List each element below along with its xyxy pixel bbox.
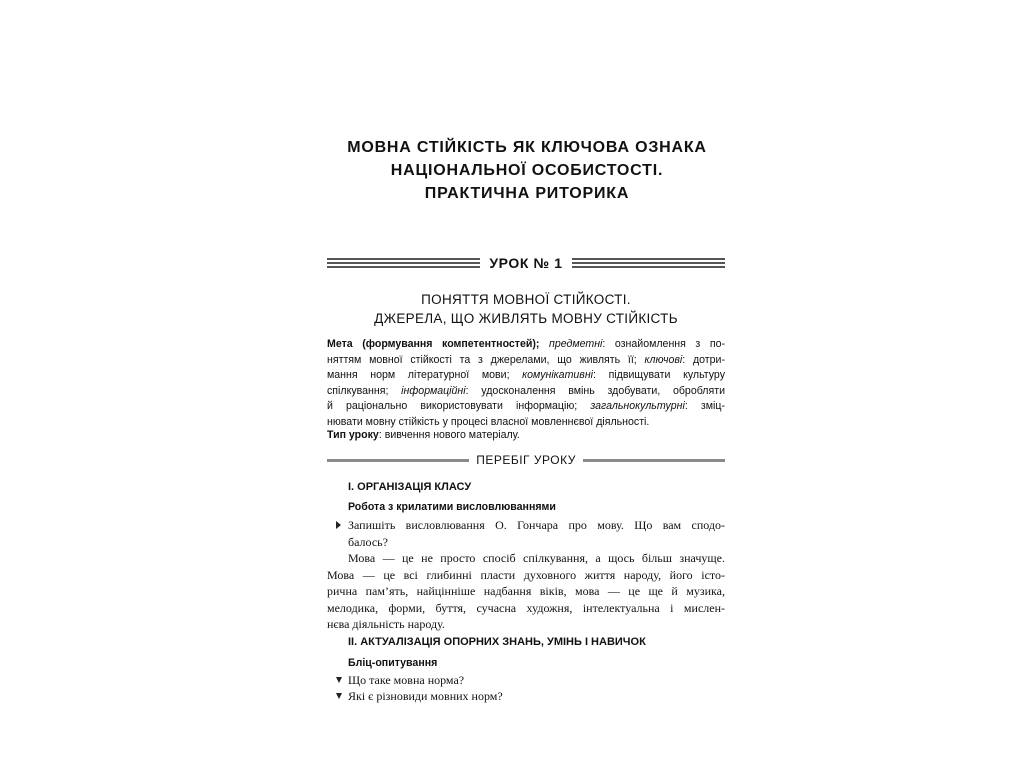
lesson-title-line: ПОНЯТТЯ МОВНОЇ СТІЙКОСТІ. xyxy=(421,292,631,307)
goal-line: й раціонально використовувати інформацію; загальнокультурні: зміц- xyxy=(327,400,725,412)
goal-line: мання норм літературної мови; комунікативні: підвищувати культуру xyxy=(327,369,725,381)
quote-line: рична пам’ять, найцінніше надбання віків, мова — це ще й музика, xyxy=(327,584,725,598)
quote-line: Мова — це не просто спосіб спілкування, а щось більш значуще. xyxy=(348,551,725,565)
triangle-down-icon xyxy=(336,693,342,699)
subheading-2: Бліц-опитування xyxy=(348,657,438,669)
goal-line: няттям мовної стійкості та з джерелами, що живлять її; ключові: дотри- xyxy=(327,353,726,366)
subheading-1: Робота з крилатими висловлюваннями xyxy=(348,501,556,513)
decorative-rule-right xyxy=(572,258,725,268)
task-line: балось? xyxy=(348,534,388,549)
triangle-down-icon xyxy=(336,677,342,683)
task-line: Запишіть висловлювання О. Гончара про мову. Що вам сподо- xyxy=(327,517,725,534)
quote-line: нєва діяльність народу. xyxy=(327,617,445,631)
decorative-rule-left xyxy=(327,258,480,268)
chapter-title xyxy=(320,136,734,205)
lesson-type-label: Тип уроку xyxy=(327,429,379,441)
question-item: Які є різновиди мовних норм? xyxy=(336,689,503,704)
lesson-type xyxy=(327,428,725,443)
lesson-type-value: : вивчення нового матеріалу. xyxy=(378,429,520,441)
divider-right xyxy=(583,459,725,462)
task-block xyxy=(327,517,725,550)
goal-line: спілкування; інформаційні: удосконалення вмінь здобувати, обробляти xyxy=(327,384,725,397)
quote-line: мелодика, форми, буття, сучасна художня, інтелектуальна і мислен- xyxy=(327,600,725,615)
quote-block xyxy=(327,550,725,633)
section-heading-1: I. ОРГАНІЗАЦІЯ КЛАСУ xyxy=(348,481,472,493)
goal-line: нювати мовну стійкість у процесі власної мовленнєвої діяльності. xyxy=(327,415,650,428)
lesson-goal xyxy=(327,337,725,430)
goal-label: Мета (формування компетентностей); xyxy=(327,338,540,350)
lesson-header xyxy=(327,254,725,272)
triangle-right-icon xyxy=(336,521,341,529)
section-heading-2: II. АКТУАЛІЗАЦІЯ ОПОРНИХ ЗНАНЬ, УМІНЬ І НАВИЧОК xyxy=(348,636,646,648)
lesson-title-line: ДЖЕРЕЛА, ЩО ЖИВЛЯТЬ МОВНУ СТІЙКІСТЬ xyxy=(374,311,678,326)
question-item: Що таке мовна норма? xyxy=(336,673,464,688)
progress-header xyxy=(327,452,725,468)
progress-label: ПЕРЕБІГ УРОКУ xyxy=(476,453,576,467)
goal-line: Мета (формування компетентностей); предметні: ознайомлення з по- xyxy=(327,338,725,350)
chapter-title-line: ПРАКТИЧНА РИТОРИКА xyxy=(424,185,630,202)
chapter-title-line: НАЦІОНАЛЬНОЇ ОСОБИСТОСТІ. xyxy=(390,162,664,179)
chapter-title-line: МОВНА СТІЙКІСТЬ ЯК КЛЮЧОВА ОЗНАКА xyxy=(347,139,707,156)
lesson-title xyxy=(327,290,725,328)
quote-line: Мова — це всі глибинні пласти духовного життя народу, його істо- xyxy=(327,567,725,582)
divider-left xyxy=(327,459,469,462)
lesson-number: УРОК № 1 xyxy=(489,255,563,271)
